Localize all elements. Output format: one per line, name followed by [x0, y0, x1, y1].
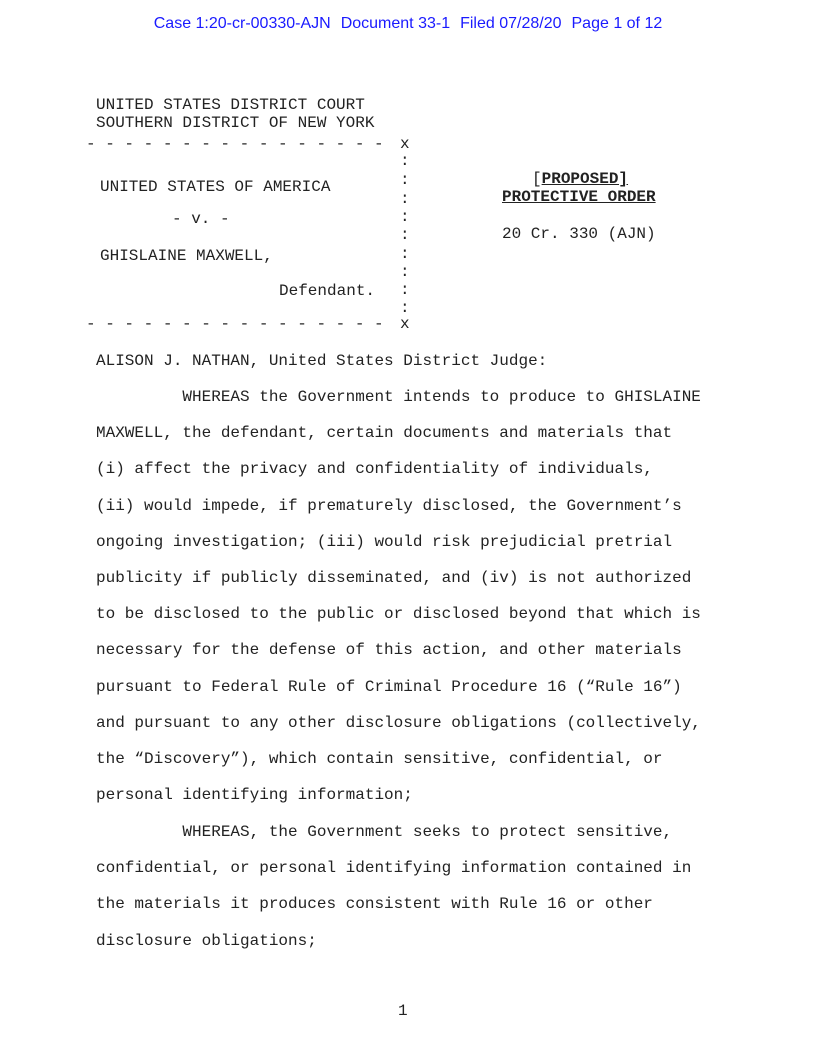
bracket-open: [	[532, 170, 542, 188]
body-line: to be disclosed to the public or disclosed beyond that which is	[96, 605, 701, 624]
proposed-label	[532, 170, 628, 188]
body-line: necessary for the defense of this action, and other materials	[96, 641, 682, 660]
caption-top-corner: x	[400, 135, 410, 153]
body-line: WHEREAS the Government intends to produce to GHISLAINE	[96, 388, 701, 406]
page-count: Page 1 of 12	[571, 15, 663, 32]
body-line: (i) affect the privacy and confidentiality of individuals,	[96, 460, 653, 479]
versus: - v. -	[172, 210, 230, 228]
caption-bottom-border: - - - - - - - - - - - - - - - -	[86, 315, 384, 333]
defendant-label: Defendant.	[279, 282, 376, 300]
body-line: personal identifying information;	[96, 786, 413, 805]
body-line: publicity if publicly disseminated, and (iv) is not authorized	[96, 569, 692, 587]
body-line: the “Discovery”), which contain sensitive, confidential, or	[96, 750, 663, 768]
page-number: 1	[398, 1002, 408, 1020]
docket-number: 20 Cr. 330 (AJN)	[502, 225, 656, 243]
body-line: (ii) would impede, if prematurely disclosed, the Government’s	[96, 496, 682, 515]
body-line: MAXWELL, the defendant, certain documents and materials that	[96, 424, 673, 443]
caption-colon: :	[400, 281, 410, 299]
plaintiff-name: UNITED STATES OF AMERICA	[100, 178, 331, 196]
body-line: WHEREAS, the Government seeks to protect sensitive,	[96, 823, 673, 841]
body-line: ongoing investigation; (iii) would risk prejudicial pretrial	[96, 532, 673, 551]
ecf-header-stamp	[0, 15, 816, 33]
body-line: and pursuant to any other disclosure obligations (collectively,	[96, 713, 701, 732]
caption-colon: :	[400, 190, 410, 208]
caption-colon: :	[400, 245, 410, 263]
caption-top-border: - - - - - - - - - - - - - - - -	[86, 135, 384, 153]
caption-colon: :	[400, 171, 410, 189]
caption-bottom-corner: x	[400, 315, 410, 333]
defendant-name: GHISLAINE MAXWELL,	[100, 247, 273, 265]
caption-colon: :	[400, 208, 410, 226]
caption-colon: :	[400, 263, 410, 281]
filed-date: Filed 07/28/20	[460, 15, 562, 32]
judge-line: ALISON J. NATHAN, United States District Judge:	[96, 352, 548, 370]
order-title: PROTECTIVE ORDER	[502, 188, 656, 206]
court-name-line2: SOUTHERN DISTRICT OF NEW YORK	[96, 114, 375, 132]
body-line: the materials it produces consistent with Rule 16 or other	[96, 895, 653, 914]
body-line: pursuant to Federal Rule of Criminal Procedure 16 (“Rule 16”)	[96, 677, 682, 696]
case-number: Case 1:20-cr-00330-AJN	[153, 15, 331, 32]
caption-colon: :	[400, 152, 410, 170]
caption-colon: :	[400, 226, 410, 244]
caption-colon: :	[400, 299, 410, 317]
court-name-line1: UNITED STATES DISTRICT COURT	[96, 96, 365, 114]
body-line: disclosure obligations;	[96, 931, 317, 950]
document-number: Document 33-1	[340, 15, 451, 32]
body-line: confidential, or personal identifying information contained in	[96, 859, 692, 878]
proposed-text: PROPOSED]	[541, 170, 629, 188]
